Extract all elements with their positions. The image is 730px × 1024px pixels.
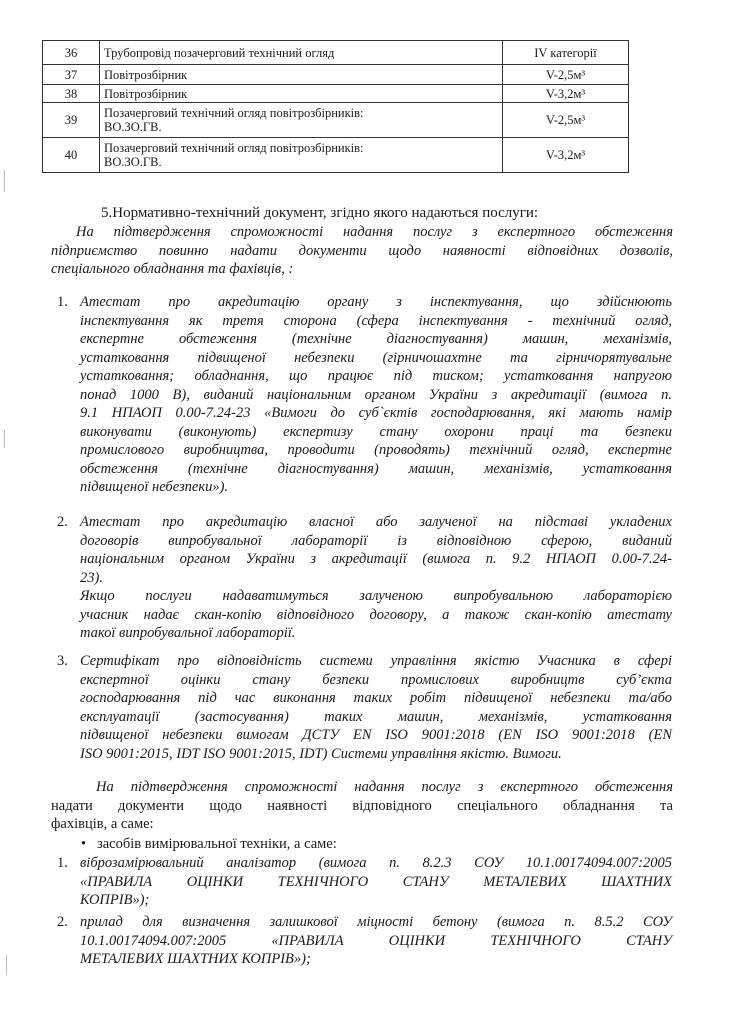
row-name <box>100 85 503 103</box>
item-line: промислового виробництва, проводити (проводять) технічний огляд, експертне <box>80 442 672 458</box>
item-line: Сертифікат про відповідність системи управління якістю Учасника в сфері <box>80 653 672 669</box>
row-value: V-2,5м³ <box>503 103 629 138</box>
item-line: національним органом України з акредитації (вимога п. 9.2 НПАОП 0.00-7.24- <box>80 551 672 567</box>
row-value: V-2,5м³ <box>503 65 629 85</box>
row-name-line: ВО.ЗО.ГВ. <box>104 120 162 134</box>
sub-item-line: віброзамірювальний аналізатор (вимога п. 8.2.3 СОУ 10.1.00174094.007:2005 <box>80 855 672 871</box>
row-number: 39 <box>43 103 100 138</box>
row-number: 37 <box>43 65 100 85</box>
item-3-text <box>80 652 672 763</box>
item-2-text <box>80 513 672 643</box>
sub-item-line: КОПРІВ»); <box>80 892 150 908</box>
row-name-line: Позачерговий технічний огляд повітрозбірників: <box>104 106 364 120</box>
sub-item-line: прилад для визначення залишкової міцності бетону (вимога п. 8.5.2 СОУ <box>80 914 672 930</box>
intro-paragraph <box>51 223 673 279</box>
scan-mark <box>4 170 11 192</box>
item-line: 23). <box>80 569 103 586</box>
equipment-table <box>42 40 629 173</box>
row-value: V-3,2м³ <box>503 138 629 173</box>
row-name-line: Повітрозбірник <box>104 67 188 82</box>
section-title: 5.Нормативно-технічний документ, згідно якого надаються послуги: <box>101 205 539 221</box>
paragraph-line: фахівців, а саме: <box>51 816 154 832</box>
sub-item-1-text <box>80 854 672 910</box>
item-number: 1. <box>57 294 68 310</box>
table-row <box>43 65 629 85</box>
row-name <box>100 41 503 65</box>
item-line: господарювання під час виконання таких робіт підвищеної небезпеки та/або <box>80 690 672 706</box>
item-line: такої випробувальної лабораторії. <box>80 625 296 641</box>
item-line: учасник надає скан-копію відповідного договору, а також скан-копію атестату <box>80 606 672 623</box>
scan-mark <box>6 955 13 975</box>
row-number: 40 <box>43 138 100 173</box>
sub-item-number: 1. <box>57 855 68 871</box>
row-number: 38 <box>43 85 100 103</box>
row-value: IV категорії <box>503 41 629 65</box>
item-line: устатковання; обладнання, що працює під тиском; устатковання напругою <box>80 368 672 384</box>
item-line: експертне обстеження (технічне діагностування) машин, механізмів, <box>80 331 672 347</box>
item-line: 9.1 НПАОП 0.00-7.24-23 «Вимоги до суб`єктів господарювання, які мають намір <box>80 405 672 421</box>
row-name <box>100 65 503 85</box>
row-name-line: Повітрозбірник <box>104 86 188 101</box>
table-row <box>43 138 629 173</box>
item-line: підвищеної небезпеки»). <box>80 479 229 495</box>
row-name <box>100 138 503 173</box>
paragraph-line: На підтвердження спроможності надання послуг з експертного обстеження <box>96 779 673 795</box>
bullet-icon: • <box>81 836 87 852</box>
sub-item-2-text <box>80 913 672 969</box>
item-line: підвищеної небезпеки вимогам ДСТУ EN ISO 9001:2018 (EN ISO 9001:2018 (EN <box>80 727 672 743</box>
paragraph-line: надати документи щодо наявності відповідного спеціального обладнання та <box>51 797 673 814</box>
paragraph-2 <box>51 778 673 834</box>
sub-item-number: 2. <box>57 914 68 930</box>
item-line: устатковання підвищеної небезпеки (гірничошахтне та гірничорятувальне <box>80 349 672 366</box>
table-row <box>43 41 629 65</box>
sub-item-line: 10.1.00174094.007:2005 «ПРАВИЛА ОЦІНКИ ТЕХНІЧНОГО СТАНУ <box>80 932 672 949</box>
bullet-text: засобів вимірювальної техніки, а саме: <box>97 836 337 852</box>
sub-item-line: МЕТАЛЕВИХ ШАХТНИХ КОПРІВ»); <box>80 951 311 967</box>
scan-mark <box>4 430 11 448</box>
item-number: 3. <box>57 653 68 669</box>
item-line: експертної оцінки стану безпеки промислових виробництв суб’єкта <box>80 671 672 688</box>
intro-line: спеціального обладнання та фахівців, : <box>51 261 294 277</box>
item-line: Атестат про акредитацію власної або залученої на підставі укладених <box>80 514 672 530</box>
item-line: понад 1000 В), виданий національним органом України з акредитації (вимога п. <box>80 386 672 403</box>
item-line: ISO 9001:2015, IDT ISO 9001:2015, IDT) Системи управління якістю. Вимоги. <box>80 745 562 762</box>
row-name <box>100 103 503 138</box>
intro-line: підприємство повинно надати документи щодо наявності відповідних дозволів, <box>51 242 673 259</box>
row-name-line: Трубопровід позачерговий технічний огляд <box>104 45 335 60</box>
item-line: договорів випробувальної лабораторії із відповідною сферою, виданий <box>80 532 672 549</box>
item-line: інспектування як третя сторона (сфера інспектування - технічний огляд, <box>80 312 672 329</box>
item-line: виконувати (виконують) експертизу стану охорони праці та безпеки <box>80 423 672 440</box>
item-1-text <box>80 293 672 497</box>
row-name-line: Позачерговий технічний огляд повітрозбірників: <box>104 141 364 155</box>
item-line: обстеження (технічне діагностування) машин, механізмів, устатковання <box>80 460 672 477</box>
table-row <box>43 103 629 138</box>
row-name-line: ВО.ЗО.ГВ. <box>104 155 162 169</box>
intro-line: На підтвердження спроможності надання послуг з експертного обстеження <box>76 224 673 240</box>
item-line: Атестат про акредитацію органу з інспектування, що здійснюють <box>80 294 672 310</box>
item-line: експлуатації (застосування) таких машин, механізмів, устатковання <box>80 708 672 725</box>
row-number: 36 <box>43 41 100 65</box>
item-line: Якщо послуги надаватимуться залученою випробувальною лабораторією <box>80 588 672 604</box>
table-row <box>43 85 629 103</box>
sub-item-line: «ПРАВИЛА ОЦІНКИ ТЕХНІЧНОГО СТАНУ МЕТАЛЕВИХ ШАХТНИХ <box>80 873 672 890</box>
item-number: 2. <box>57 514 68 530</box>
row-value: V-3,2м³ <box>503 85 629 103</box>
